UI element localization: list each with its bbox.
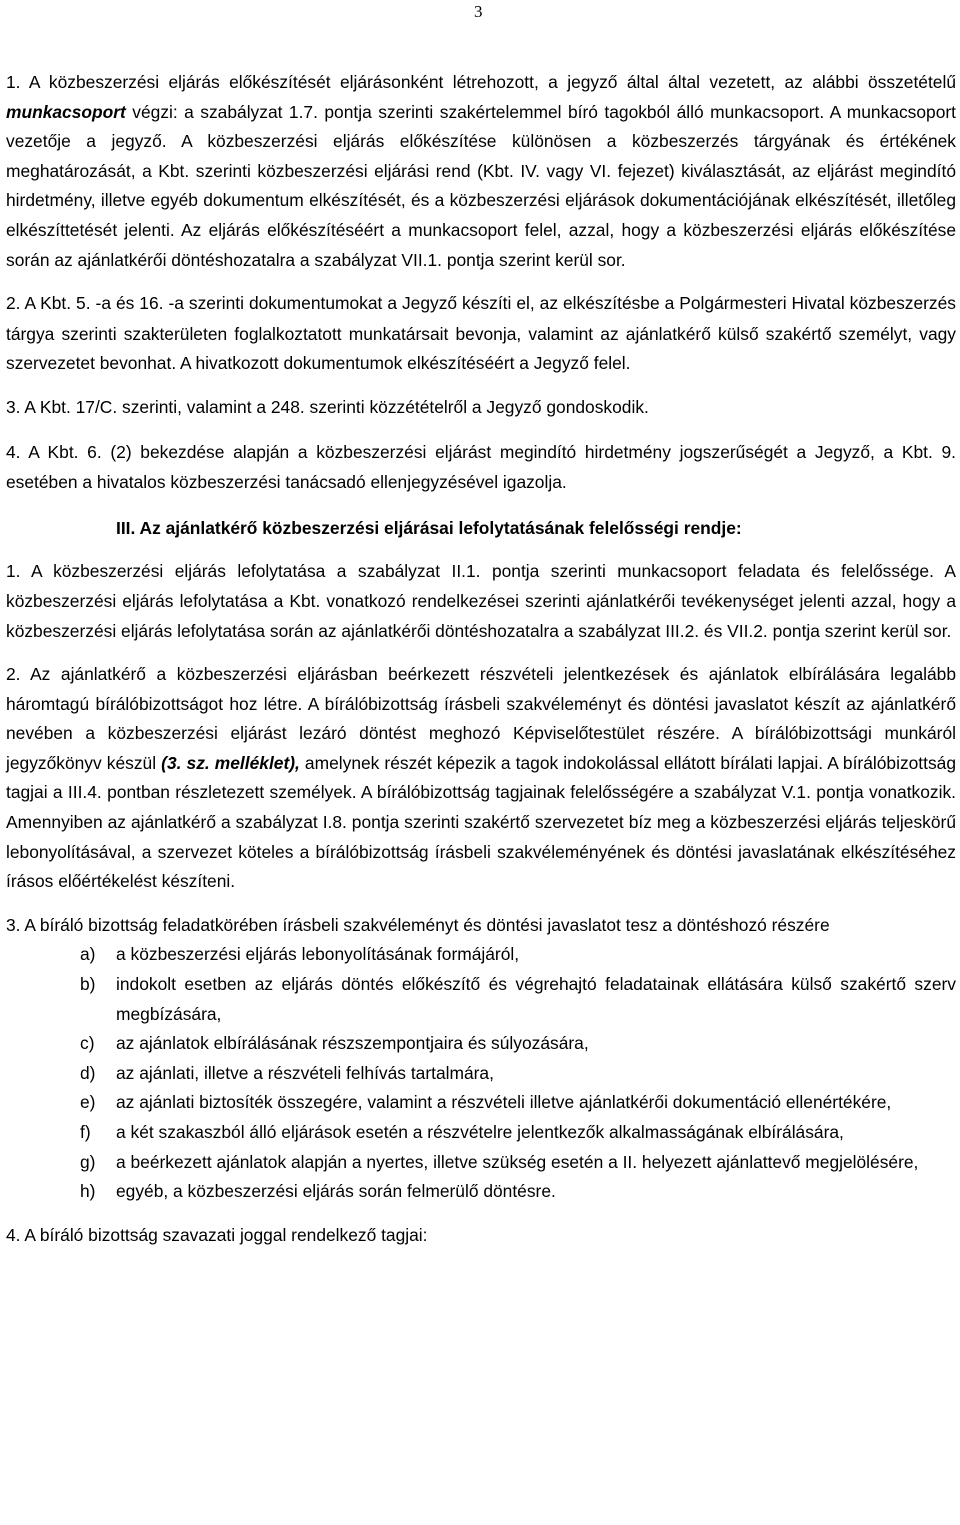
paragraph-3-1: 1. A közbeszerzési eljárás lefolytatása a szabályzat II.1. pontja szerinti munkacsoport feladata és felelőssége. A közbeszerzési eljárás lefolytatása a Kbt. vonatkozó rendelkezései szerinti ajánlatkérői tevékenységet jelenti azzal, hogy a közbeszerzési eljárás lefolytatása során az ajánlatkérői döntéshozatalra a szabályzat III.2. és VII.2. pontja szerint kerül sor. [6,561,956,641]
text-run: 3. A Kbt. 17/C. [6,396,123,417]
text-run: szerinti közzétételről a Jegyző gondoskodik. [309,396,649,417]
list-item-label: a) [80,944,96,965]
list-item-text: az ajánlati biztosíték összegére, valamint a részvételi illetve ajánlatkérői dokumentáció ellenértékére, [116,1092,892,1113]
text-run: amelynek részét képezik a tagok indokolással ellátott bírálati lapjai. A bírálóbizottság tagjai a III.4. pontban részletezett személyek. A bírálóbizottság tagjainak felelősségére a szabályzat V.1. pontja vonatkozik. Amennyiben az ajánlatkérő a szabályzat I.8. pontja szerinti szakértő szervezetet bíz meg a közbeszerzési eljárás teljeskörű lebonyolításával, a szervezet köteles a bírálóbizottság írásbeli szakvéleményének és döntési javaslatának elkészítéséhez írásos előértékelést készíteni. [6,752,957,892]
list-item-text: az ajánlatok elbírálásának részszempontjaira és súlyozására, [116,1033,589,1054]
list-item [6,1148,956,1178]
emphasis-annex-reference: (3. sz. melléklet), [161,752,300,773]
page-number: 3 [474,2,483,21]
emphasis-munkacsoport: munkacsoport [6,101,126,122]
list-item [6,1118,956,1148]
list-item-text: indokolt esetben az eljárás döntés előkészítő és végrehajtó feladatainak ellátására külső szakértő szerv megbízására, [116,974,956,1024]
list-item [6,1029,956,1059]
list-item-text: a közbeszerzési eljárás lebonyolításának formájáról, [116,944,520,965]
list-item [6,1059,956,1089]
paragraph-2-3 [6,393,956,424]
text-run: -a és 16. [95,293,169,314]
text-run: (2) bekezdése alapján a közbeszerzési eljárást megindító hirdetmény jogszerűségét a Jegyző, a Kbt. 9. [110,441,956,462]
list-item-label: f) [80,1122,91,1142]
paragraph-3-4: 4. A bíráló bizottság szavazati joggal rendelkező tagjai: [6,1224,428,1245]
text-run: 4. A Kbt. 6. [6,441,111,462]
paragraph-2-4 [6,438,956,498]
text-run: -a szerinti dokumentumokat a Jegyző készíti el, az elkészítésbe a Polgármesteri Hivatal közbeszerzés tárgya szerinti szakterületen foglalkoztatott munkatársait bevonja, valamint az ajánlatkérő külső szakértő személyt, vagy szervezetet bevonhat. A hivatkozott dokumentumok elkészítéséért a Jegyző felel. [6,293,956,374]
list-item-text: a két szakaszból álló eljárások esetén a részvételre jelentkezők alkalmasságának elbírálására, [116,1122,844,1142]
text-run: végzi: a szabályzat 1.7. pontja szerinti szakértelemmel bíró tagokból álló munkacsoport. A munkacsoport vezetője a jegyző. A közbeszerzési eljárás előkészítése különösen a közbeszerzés tárgyának és értékének meghatározását, a Kbt. szerinti közbeszerzési eljárási rend (Kbt. IV. vagy VI. fejezet) kiválasztását, az eljárást megindító hirdetmény, illetve egyéb dokumentum elkészítését, és a közbeszerzési eljárások dokumentációjának elkészítését, illetőleg elkészíttetését jelenti. Az eljárás előkészítéséért a munkacsoport felel, azzal, hogy a közbeszerzési eljárás előkészítése során az ajánlatkérői döntéshozatalra a szabályzat VII.1. pontja szerint kerül sor. [6,101,956,270]
list-item-text: egyéb, a közbeszerzési eljárás során felmerülő döntésre. [116,1181,556,1202]
list-item-label: d) [80,1062,96,1083]
text-run: 2. A Kbt. 5. [6,293,96,314]
list-item-text: a beérkezett ajánlatok alapján a nyertes, illetve szükség esetén a II. helyezett ajánlattevő megjelölésére, [116,1151,919,1172]
list-item-label: h) [80,1181,96,1202]
text-run: 2. Az ajánlatkérő a közbeszerzési eljárásban beérkezett részvételi jelentkezések és ajánlatok elbírálására legalább háromtagú bírálóbizottságot hoz létre. A bírálóbizottság írásbeli szakvéleményt és döntési javaslatot készít az ajánlatkérő nevében a közbeszerzési eljárást lezáró döntést meghozó Képviselőtestület részére. A bírálóbizottsági munkáról jegyzőkönyv készül [6,664,956,773]
task-list [6,940,956,1206]
paragraph-3-2 [6,660,956,897]
list-item-label: c) [80,1033,95,1054]
paragraph-2-2 [6,289,956,379]
list-item-label: e) [80,1092,96,1113]
text-run: 1. A közbeszerzési eljárás előkészítését eljárásonként létrehozott, a jegyző által által vezetett, az alábbi összetételű [6,72,956,92]
document-body [6,68,956,1250]
list-item [6,1088,956,1118]
text-run: szerinti, valamint a 248. [122,396,310,417]
list-item-label: g) [80,1151,96,1172]
section-heading-iii: III. Az ajánlatkérő közbeszerzési eljárásai lefolytatásának felelősségi rendje: [116,517,742,538]
text-run: esetében a hivatalos közbeszerzési tanácsadó ellenjegyzésével igazolja. [6,472,567,493]
paragraph-3-3: 3. A bíráló bizottság feladatkörében írásbeli szakvéleményt és döntési javaslatot tesz a döntéshozó részére [6,914,830,935]
list-item-label: b) [80,974,96,995]
list-item [6,940,956,970]
paragraph-2-1 [6,68,956,275]
list-item-text: az ajánlati, illetve a részvételi felhívás tartalmára, [116,1062,494,1083]
list-item [6,970,956,1029]
list-item [6,1177,956,1207]
